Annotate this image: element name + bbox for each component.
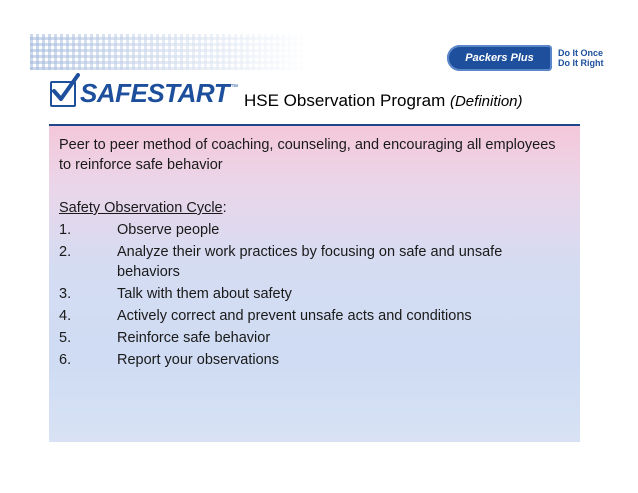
cycle-steps-list: [59, 220, 570, 370]
slogan-line-2: Do It Right: [558, 57, 604, 68]
step-number: 2.: [59, 244, 72, 260]
list-item: [59, 328, 570, 348]
step-text: Report your observations: [117, 352, 279, 368]
list-item: [59, 306, 570, 326]
step-text: Analyze their work practices by focusing on safe and unsafe behaviors: [117, 244, 503, 280]
title-subtitle: (Definition): [449, 93, 523, 110]
content-panel: [49, 126, 580, 442]
trademark-symbol: ™: [231, 84, 239, 91]
step-number: 1.: [59, 222, 72, 238]
cycle-heading: Safety Observation Cycle: [59, 200, 223, 216]
step-number: 3.: [59, 286, 72, 302]
slogan-line-1: Do It Once: [558, 47, 604, 58]
step-number: 4.: [59, 308, 72, 324]
list-item: [59, 242, 570, 282]
page-title: [244, 91, 523, 111]
packers-plus-slogan: [558, 48, 604, 68]
decorative-grid-pattern: [30, 34, 310, 70]
list-item: [59, 220, 570, 240]
packers-plus-badge: Packers Plus: [447, 45, 552, 71]
step-text: Talk with them about safety: [117, 286, 292, 302]
list-item: [59, 350, 570, 370]
step-number: 5.: [59, 330, 72, 346]
step-number: 6.: [59, 352, 72, 368]
safestart-wordmark: SAFESTART: [80, 78, 230, 108]
list-item: [59, 284, 570, 304]
checkmark-icon: [50, 81, 76, 107]
step-text: Actively correct and prevent unsafe acts and conditions: [117, 308, 472, 324]
cycle-heading-colon: :: [222, 200, 227, 216]
step-text: Reinforce safe behavior: [117, 330, 271, 346]
definition-text: Peer to peer method of coaching, counseling, and encouraging all employees to reinforce safe behavior: [59, 137, 556, 173]
step-text: Observe people: [117, 222, 220, 238]
title-main: HSE Observation Program: [244, 91, 446, 110]
safestart-logo: [50, 78, 238, 109]
packers-plus-logo: [447, 41, 613, 74]
